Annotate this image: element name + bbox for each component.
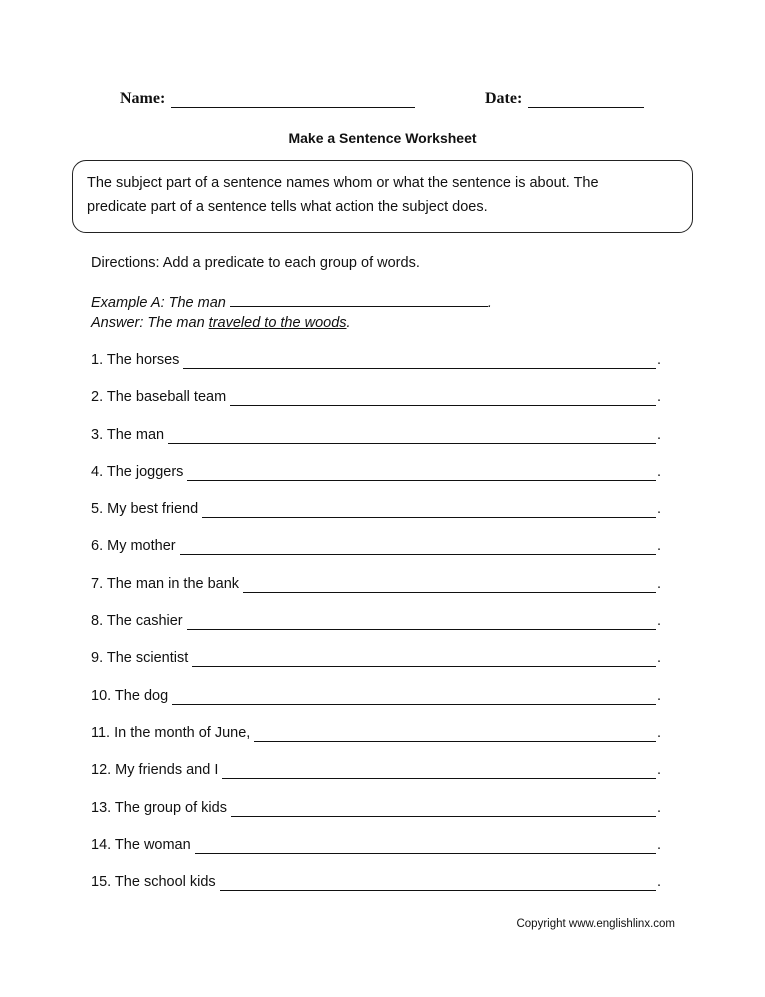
exercise-subject: 11. In the month of June, [91,724,251,741]
exercise-subject: 2. The baseball team [91,389,227,406]
answer-end: . [346,315,351,331]
exercise-answer-blank[interactable] [243,576,656,593]
exercise-item [91,501,661,538]
exercise-period: . [656,799,661,816]
exercise-subject: 3. The man [91,426,165,443]
exercise-item [91,800,661,837]
exercise-subject: 9. The scientist [91,650,189,667]
exercise-item [91,613,661,650]
exercise-subject: 13. The group of kids [91,799,227,816]
exercise-item [91,725,661,762]
exercise-item [91,427,661,464]
exercise-answer-blank[interactable] [168,427,656,444]
exercise-period: . [656,463,661,480]
definition-line-2: predicate part of a sentence tells what action the subject does. [87,199,488,215]
exercise-period: . [656,650,661,667]
name-blank[interactable] [171,91,415,108]
exercise-subject: 8. The cashier [91,613,183,630]
directions-text: Directions: Add a predicate to each group of words. [91,255,420,271]
name-label: Name: [120,90,166,107]
exercise-answer-blank[interactable] [222,762,656,779]
exercise-answer-blank[interactable] [220,874,656,891]
exercise-period: . [656,501,661,518]
exercise-item [91,762,661,799]
definition-line-1: The subject part of a sentence names whom or what the sentence is about. The [87,175,599,191]
exercise-subject: 1. The horses [91,352,180,368]
exercise-subject: 7. The man in the bank [91,575,240,592]
exercise-answer-blank[interactable] [192,650,656,667]
exercise-answer-blank[interactable] [187,613,656,630]
exercise-subject: 6. My mother [91,538,176,555]
example-end: . [487,295,492,311]
exercise-item [91,389,661,426]
exercise-answer-blank[interactable] [202,501,656,518]
exercise-item [91,352,661,389]
worksheet-title: Make a Sentence Worksheet [288,130,477,146]
name-field [120,90,415,108]
exercise-period: . [656,575,661,592]
exercise-item [91,837,661,874]
answer-line [91,315,351,331]
exercise-period: . [656,724,661,741]
exercise-subject: 4. The joggers [91,463,184,480]
exercise-item [91,650,661,687]
exercise-subject: 10. The dog [91,687,169,704]
exercise-item [91,538,661,575]
exercise-period: . [656,538,661,555]
exercise-period: . [656,687,661,704]
exercise-answer-blank[interactable] [195,837,656,854]
exercise-subject: 15. The school kids [91,874,216,891]
exercise-answer-blank[interactable] [180,538,656,555]
exercise-answer-blank[interactable] [230,389,656,406]
exercise-period: . [656,389,661,406]
answer-predicate: traveled to the woods [208,315,347,331]
date-blank[interactable] [528,91,644,108]
exercise-period: . [656,352,661,368]
exercise-answer-blank[interactable] [187,464,656,481]
header-row [0,90,765,114]
date-field [485,90,644,108]
date-label: Date: [485,90,523,107]
example-blank [230,292,488,307]
copyright-text: Copyright www.englishlinx.com [516,918,675,930]
exercise-subject: 12. My friends and I [91,762,219,779]
answer-prefix: Answer: The man [91,315,209,331]
exercise-answer-blank[interactable] [231,800,656,817]
example-line [91,292,492,311]
exercise-item [91,688,661,725]
exercise-subject: 14. The woman [91,836,191,853]
exercise-item [91,576,661,613]
exercise-period: . [656,762,661,779]
exercise-subject: 5. My best friend [91,501,199,518]
exercise-item [91,464,661,501]
exercise-period: . [656,874,661,891]
exercise-answer-blank[interactable] [254,725,656,742]
definition-box [72,160,693,233]
exercise-period: . [656,426,661,443]
exercise-period: . [656,613,661,630]
exercise-list [91,352,661,911]
exercise-item [91,874,661,911]
exercise-answer-blank[interactable] [183,352,656,369]
example-prefix: Example A: The man [91,295,226,311]
exercise-period: . [656,836,661,853]
exercise-answer-blank[interactable] [172,688,656,705]
